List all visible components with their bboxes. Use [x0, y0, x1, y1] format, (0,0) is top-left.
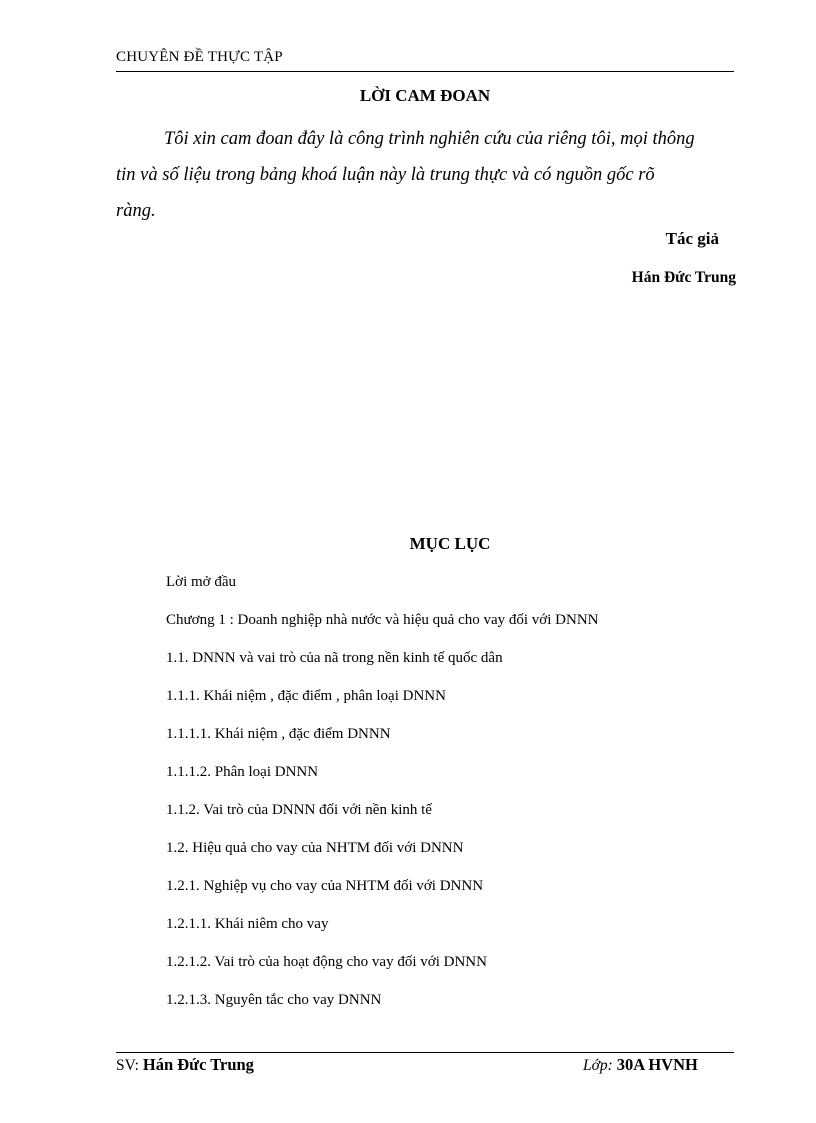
- toc-item: Lời mở đầu: [166, 574, 237, 590]
- student-label: SV:: [116, 1057, 139, 1074]
- toc-item: Chương 1 : Doanh nghiệp nhà nước và hiệu quả cho vay đối với DNNN: [166, 612, 599, 628]
- toc-title: MỤC LỤC: [409, 534, 491, 553]
- toc-item: 1.2.1.3. Nguyên tắc cho vay DNNN: [166, 992, 382, 1008]
- footer-rule: [116, 1052, 734, 1053]
- toc-item: 1.1.1. Khái niệm , đặc điểm , phân loại DNNN: [166, 688, 446, 704]
- class-label: Lớp:: [583, 1057, 613, 1074]
- student-name: Hán Đức Trung: [142, 1055, 254, 1074]
- toc-item: 1.2.1. Nghiệp vụ cho vay của NHTM đối với DNNN: [166, 878, 484, 894]
- footer-class: [583, 1055, 698, 1075]
- toc-item: 1.1.1.2. Phân loại DNNN: [166, 764, 319, 780]
- toc-item: 1.1.2. Vai trò của DNNN đối với nền kinh tế: [166, 802, 432, 818]
- toc-item: 1.2. Hiệu quả cho vay của NHTM đối với DNNN: [166, 840, 464, 856]
- commitment-text: Tôi xin cam đoan đây là công trình nghiên cứu của riêng tôi, mọi thông tin và số liệu trong bảng khoá luận này là trung thực và có nguồn gốc rõ ràng.: [116, 129, 695, 221]
- toc-item: 1.1. DNNN và vai trò của nã trong nền kinh tế quốc dân: [166, 650, 503, 666]
- toc-item: 1.2.1.1. Khái niêm cho vay: [166, 916, 329, 932]
- toc-list: [166, 572, 598, 1028]
- running-header: CHUYÊN ĐỀ THỰC TẬP: [116, 49, 283, 65]
- footer-student: [116, 1055, 254, 1075]
- class-value: 30A HVNH: [616, 1055, 698, 1074]
- commitment-title: LỜI CAM ĐOAN: [359, 86, 491, 105]
- header-rule: [116, 71, 734, 72]
- author-label: Tác giả: [665, 229, 719, 248]
- toc-item: 1.1.1.1. Khái niệm , đặc điểm DNNN: [166, 726, 391, 742]
- author-name: Hán Đức Trung: [631, 269, 736, 286]
- toc-item: 1.2.1.2. Vai trò của hoạt động cho vay đối với DNNN: [166, 954, 487, 970]
